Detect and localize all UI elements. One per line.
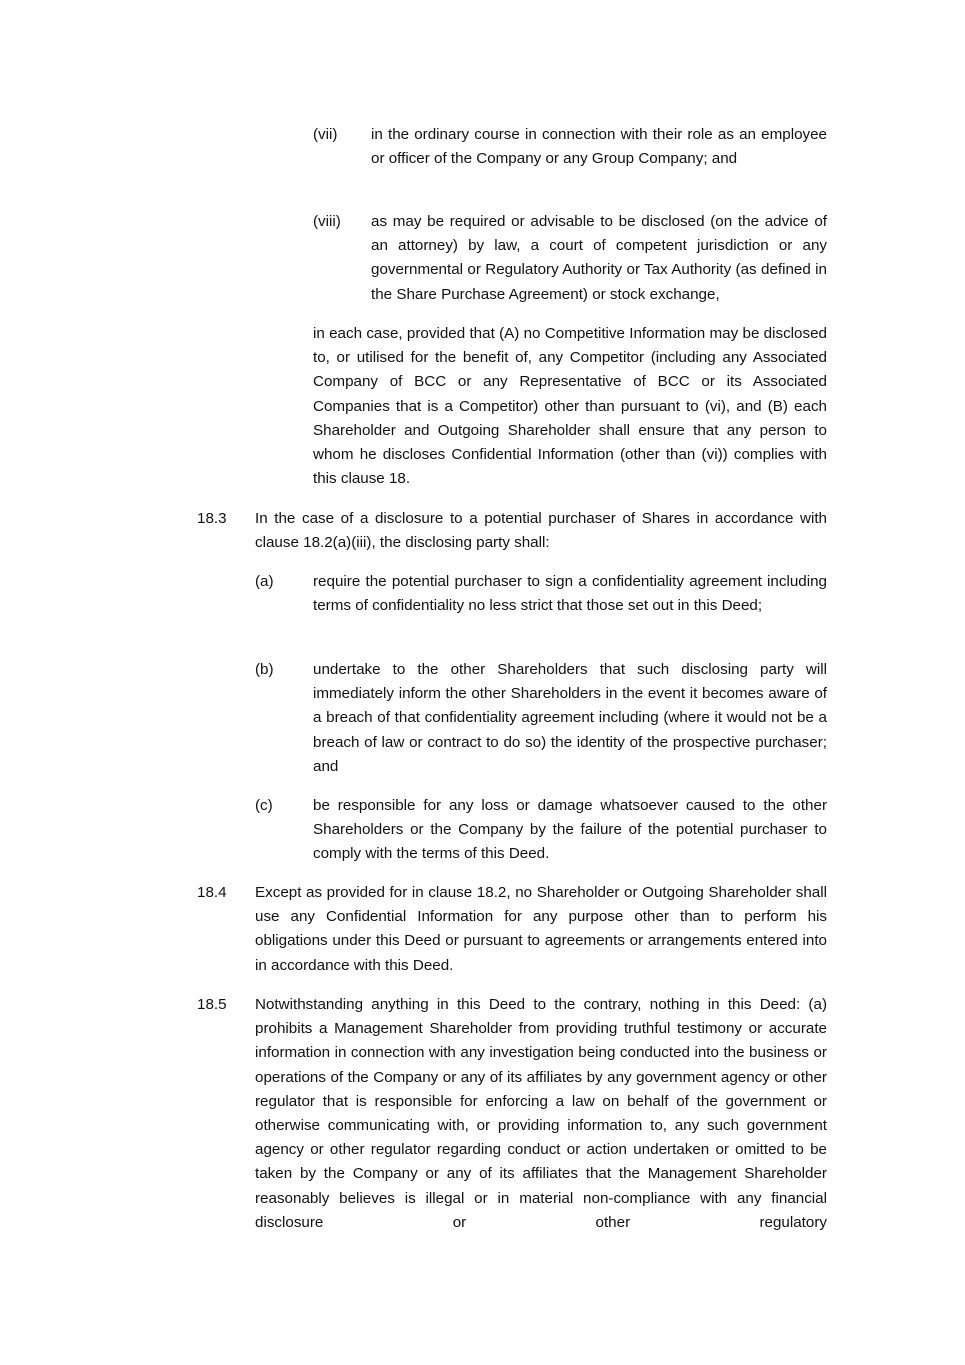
- proviso-paragraph: in each case, provided that (A) no Competitive Information may be disclosed to, or utilised for the benefit of, any Competitor (including any Associated Company of BCC or any Representative of BCC or its Associated Companies that is a Competitor) other than pursuant to (vi), and (B) each Shareholder and Outgoing Shareholder shall ensure that any person to whom he discloses Confidential Information (other than (vi)) complies with this clause 18.: [313, 325, 827, 488]
- subitem-text: undertake to the other Shareholders that such disclosing party will immediately inform the other Shareholders in the event it becomes aware of a breach of that confidentiality agreement including (where it would not be a breach of law or contract to do so) the identity of the prospective purchaser; and: [313, 661, 827, 775]
- clause-text: Notwithstanding anything in this Deed to the contrary, nothing in this Deed: (a) prohibits a Management Shareholder from providing truthful testimony or accurate information in connection with any investigation being conducted into the business or operations of the Company or any of its affiliates by any government agency or other regulator that is responsible for enforcing a law on behalf of the government or otherwise communicating with, or providing information to, any such government agency or other regulator regarding conduct or action undertaken or omitted to be taken by the Company or any of its affiliates that the Management Shareholder reasonably believes is illegal or in material non-compliance with any financial disclosure or other regulatory: [255, 996, 827, 1231]
- clause-number: 18.5: [197, 996, 227, 1013]
- clause-number: 18.3: [197, 510, 227, 527]
- clause-number: 18.4: [197, 884, 227, 901]
- subitem-number: (b): [255, 661, 274, 678]
- item-number: (vii): [313, 126, 338, 143]
- item-number: (viii): [313, 213, 341, 230]
- subitem-number: (c): [255, 797, 273, 814]
- subitem-number: (a): [255, 573, 274, 590]
- item-text: as may be required or advisable to be disclosed (on the advice of an attorney) by law, a court of competent jurisdiction or any governmental or Regulatory Authority or Tax Authority (as defined in the Share Purchase Agreement) or stock exchange,: [371, 213, 827, 303]
- subitem-text: be responsible for any loss or damage whatsoever caused to the other Shareholders or the Company by the failure of the potential purchaser to comply with the terms of this Deed.: [313, 797, 827, 863]
- clause-text: In the case of a disclosure to a potential purchaser of Shares in accordance with clause 18.2(a)(iii), the disclosing party shall:: [255, 510, 827, 552]
- item-text: in the ordinary course in connection with their role as an employee or officer of the Company or any Group Company; and: [371, 126, 827, 168]
- subitem-text: require the potential purchaser to sign a confidentiality agreement including terms of confidentiality no less strict that those set out in this Deed;: [313, 573, 827, 615]
- clause-text: Except as provided for in clause 18.2, no Shareholder or Outgoing Shareholder shall use any Confidential Information for any purpose other than to perform his obligations under this Deed or pursuant to agreements or arrangements entered into in accordance with this Deed.: [255, 884, 827, 974]
